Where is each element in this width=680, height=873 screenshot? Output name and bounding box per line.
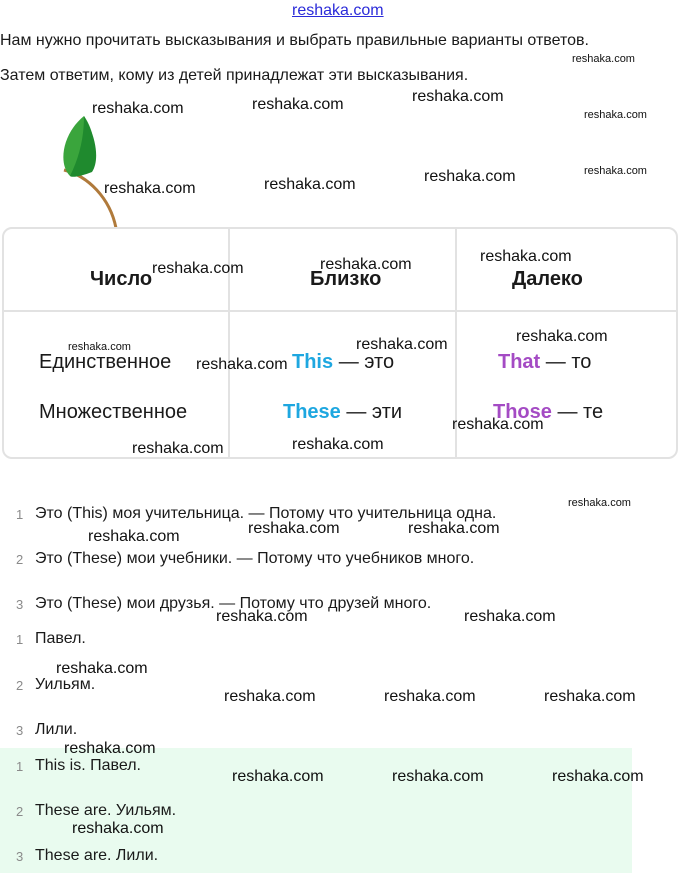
answer-num-2: 2 <box>16 804 24 819</box>
watermark: reshaka.com <box>216 608 308 625</box>
watermark: reshaka.com <box>584 165 647 177</box>
name-1: Павел. <box>35 630 86 647</box>
trans-these: — эти <box>346 401 403 423</box>
watermark: reshaka.com <box>452 416 544 433</box>
watermark: reshaka.com <box>584 109 647 121</box>
site-link[interactable]: reshaka.com <box>292 2 384 19</box>
watermark: reshaka.com <box>572 53 635 65</box>
watermark: reshaka.com <box>544 688 636 705</box>
watermark: reshaka.com <box>320 256 412 273</box>
answer-num-1: 1 <box>16 759 24 774</box>
watermark: reshaka.com <box>64 740 156 757</box>
name-3: Лили. <box>35 721 78 738</box>
header-number: Число <box>90 268 153 290</box>
watermark: reshaka.com <box>516 328 608 345</box>
watermark: reshaka.com <box>356 336 448 353</box>
trans-those: — те <box>557 401 604 423</box>
watermark: reshaka.com <box>568 497 631 509</box>
header-near: Близко <box>310 268 382 290</box>
watermark: reshaka.com <box>252 96 344 113</box>
watermark: reshaka.com <box>196 356 288 373</box>
watermark: reshaka.com <box>412 88 504 105</box>
watermark: reshaka.com <box>552 768 644 785</box>
statement-num-1: 1 <box>16 507 24 522</box>
answer-1: This is. Павел. <box>35 757 141 774</box>
answer-num-3: 3 <box>16 849 24 864</box>
intro-line-1: Нам нужно прочитать высказывания и выбрать правильные варианты ответов. <box>0 32 589 49</box>
watermark: reshaka.com <box>408 520 500 537</box>
name-num-3: 3 <box>16 723 24 738</box>
trans-this: — это <box>338 351 395 373</box>
row-singular-near <box>292 351 394 374</box>
row-plural-near <box>283 401 402 424</box>
watermark: reshaka.com <box>424 168 516 185</box>
word-that: That <box>498 351 541 373</box>
answer-2: These are. Уильям. <box>35 802 177 819</box>
row-plural-label: Множественное <box>39 401 188 423</box>
header-far: Далеко <box>512 268 583 290</box>
statement-3: Это (These) мои друзья. — Потому что друзей много. <box>35 595 432 612</box>
watermark: reshaka.com <box>248 520 340 537</box>
watermark: reshaka.com <box>104 180 196 197</box>
word-this: This <box>292 351 334 373</box>
word-those: Those <box>493 401 552 423</box>
watermark: reshaka.com <box>292 436 384 453</box>
statement-2: Это (These) мои учебники. — Потому что учебников много. <box>35 550 475 567</box>
watermark: reshaka.com <box>464 608 556 625</box>
watermark: reshaka.com <box>224 688 316 705</box>
watermark: reshaka.com <box>56 660 148 677</box>
statement-num-2: 2 <box>16 552 24 567</box>
word-these: These <box>283 401 341 423</box>
name-num-1: 1 <box>16 632 24 647</box>
row-singular-label: Единственное <box>39 351 172 373</box>
name-num-2: 2 <box>16 678 24 693</box>
watermark: reshaka.com <box>72 820 164 837</box>
intro-line-2: Затем ответим, кому из детей принадлежат эти высказывания. <box>0 67 469 84</box>
watermark: reshaka.com <box>132 440 224 457</box>
watermark: reshaka.com <box>88 528 180 545</box>
watermark: reshaka.com <box>68 341 131 353</box>
watermark: reshaka.com <box>384 688 476 705</box>
answer-3: These are. Лили. <box>35 847 159 864</box>
statement-1: Это (This) моя учительница. — Потому что учительница одна. <box>35 505 497 522</box>
watermark: reshaka.com <box>480 248 572 265</box>
trans-that: — то <box>545 351 592 373</box>
watermark: reshaka.com <box>152 260 244 277</box>
watermark: reshaka.com <box>92 100 184 117</box>
name-2: Уильям. <box>35 676 96 693</box>
statement-num-3: 3 <box>16 597 24 612</box>
watermark: reshaka.com <box>232 768 324 785</box>
row-singular-far <box>498 351 591 374</box>
leaf-icon <box>58 112 128 230</box>
watermark: reshaka.com <box>264 176 356 193</box>
watermark: reshaka.com <box>392 768 484 785</box>
